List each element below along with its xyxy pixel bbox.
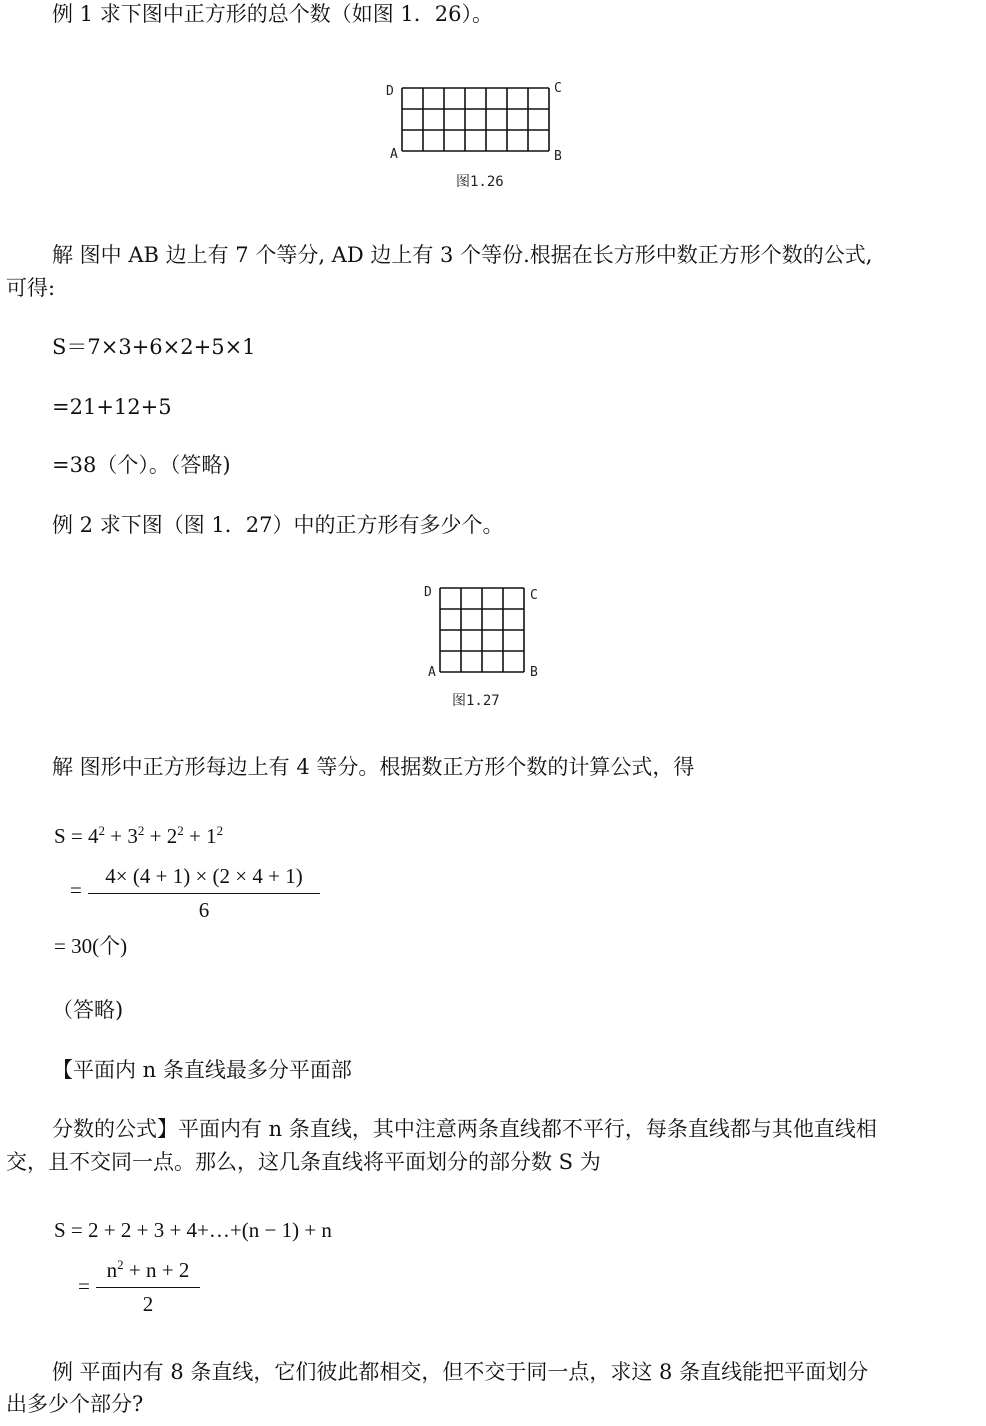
figure-caption: 图1.27 — [452, 693, 500, 709]
result-line: = 30(个) — [54, 934, 128, 958]
label-c: C — [554, 81, 562, 96]
figure-1-27 — [418, 580, 558, 712]
label-a: A — [390, 147, 398, 162]
grid-7x3-diagram — [380, 78, 580, 196]
example1-title: 例 1 求下图中正方形的总个数（如图 1．26）。 — [52, 2, 493, 26]
theorem-line2: 交，且不交同一点。那么，这几条直线将平面划分的部分数 S 为 — [6, 1150, 601, 1174]
example3-line2: 出多少个部分? — [6, 1392, 144, 1416]
label-a: A — [428, 665, 436, 680]
equals-sign: = — [70, 878, 82, 902]
label-d: D — [424, 585, 432, 600]
example2-answer: （答略) — [52, 998, 124, 1022]
denominator: 6 — [88, 893, 320, 923]
label-c: C — [530, 588, 538, 603]
grid-4x4-diagram — [418, 580, 558, 712]
theorem-line1: 分数的公式】平面内有 n 条直线，其中注意两条直线都不平行，每条直线都与其他直线相 — [52, 1117, 877, 1141]
example2-title: 例 2 求下图（图 1．27）中的正方形有多少个。 — [52, 513, 504, 537]
numerator: $n^2 + n + 2$ — [106, 1257, 190, 1282]
equals-sign: = — [78, 1274, 90, 1298]
calc-line-2: =21+12+5 — [52, 395, 172, 419]
calc-line-3: =38（个）。（答略) — [52, 453, 231, 477]
example2-solution: 解 图形中正方形每边上有 4 等分。根据数正方形个数的计算公式，得 — [52, 755, 695, 779]
figure-caption: 图1.26 — [456, 174, 504, 190]
label-d: D — [386, 84, 394, 99]
denominator: 2 — [96, 1287, 200, 1317]
label-b: B — [530, 665, 538, 680]
regions-fraction — [96, 1258, 200, 1317]
calc-line-1: S＝7×3+6×2+5×1 — [52, 335, 256, 359]
sum-of-squares-formula: $S = 4^2 + 3^2 + 2^2 + 1^2$ — [54, 823, 224, 848]
numerator: 4× (4 + 1) × (2 × 4 + 1) — [105, 864, 303, 888]
label-b: B — [554, 149, 562, 164]
example1-solution-line1: 解 图中 AB 边上有 7 个等分, AD 边上有 3 个等份.根据在长方形中数正方形个数的公式, — [52, 243, 873, 267]
figure-1-26 — [380, 78, 580, 196]
theorem-heading: 【平面内 n 条直线最多分平面部 — [52, 1058, 352, 1082]
example1-solution-line2: 可得: — [6, 276, 56, 300]
count-fraction — [88, 864, 320, 923]
example3-line1: 例 平面内有 8 条直线，它们彼此都相交，但不交于同一点，求这 8 条直线能把平面划分 — [52, 1360, 869, 1384]
lines-formula: S = 2 + 2 + 3 + 4+…+(n − 1) + n — [54, 1218, 332, 1242]
